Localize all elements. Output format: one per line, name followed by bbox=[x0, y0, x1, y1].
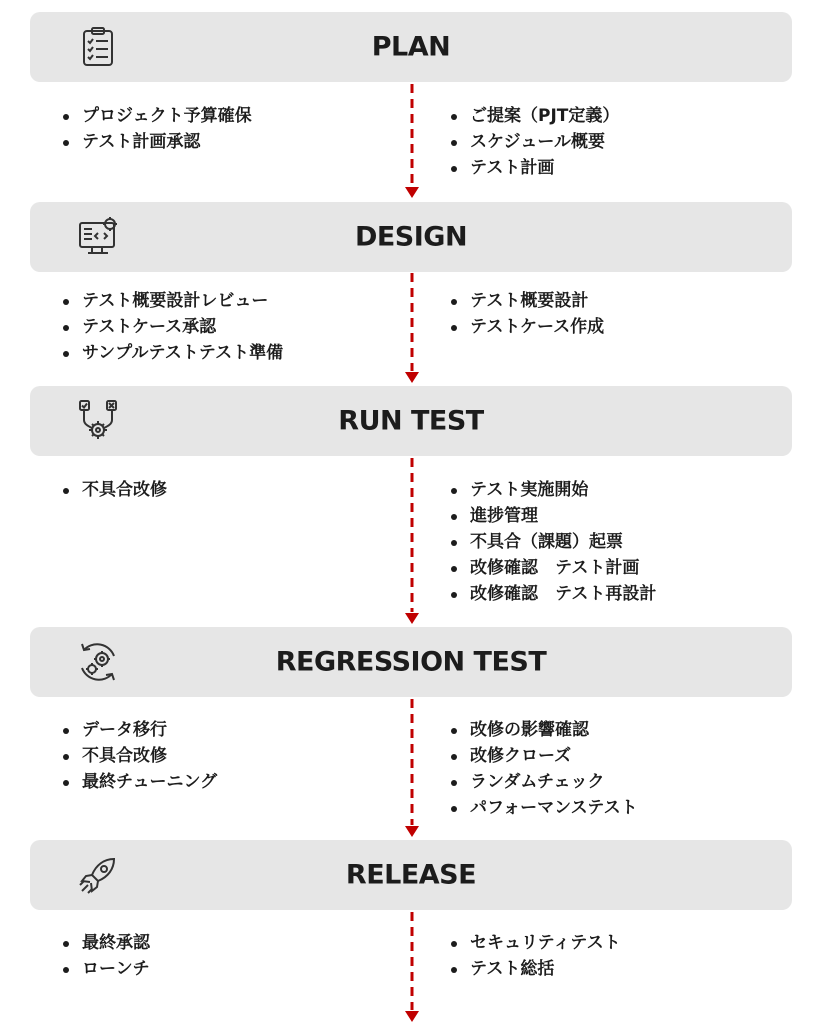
list-item: 不具合改修 bbox=[60, 477, 390, 503]
list-item: テスト計画 bbox=[448, 155, 788, 181]
list-item: テストケース作成 bbox=[448, 314, 788, 340]
design-right-list bbox=[448, 288, 788, 340]
list-item: スケジュール概要 bbox=[448, 129, 788, 155]
connector-arrow-4 bbox=[402, 699, 422, 839]
list-item: 改修確認 テスト再設計 bbox=[448, 581, 788, 607]
phase-title-plan: PLAN bbox=[371, 31, 451, 63]
phase-bar-run-test bbox=[30, 386, 792, 456]
list-item: 不具合（課題）起票 bbox=[448, 529, 788, 555]
list-item: データ移行 bbox=[60, 717, 390, 743]
release-left-list bbox=[60, 930, 390, 982]
list-item: ランダムチェック bbox=[448, 769, 788, 795]
list-item: テスト概要設計レビュー bbox=[60, 288, 390, 314]
list-item: 最終承認 bbox=[60, 930, 390, 956]
plan-left-list bbox=[60, 103, 390, 155]
list-item: 不具合改修 bbox=[60, 743, 390, 769]
connector-arrow-2 bbox=[402, 273, 422, 385]
list-item: プロジェクト予算確保 bbox=[60, 103, 390, 129]
list-item: 最終チューニング bbox=[60, 769, 390, 795]
phase-bar-design bbox=[30, 202, 792, 272]
list-item: ローンチ bbox=[60, 956, 390, 982]
list-item: サンプルテストテスト準備 bbox=[60, 340, 390, 366]
connector-arrow-3 bbox=[402, 458, 422, 626]
list-item: パフォーマンステスト bbox=[448, 795, 788, 821]
run-test-right-list bbox=[448, 477, 788, 607]
list-item: 改修の影響確認 bbox=[448, 717, 788, 743]
list-item: テスト実施開始 bbox=[448, 477, 788, 503]
list-item: テスト総括 bbox=[448, 956, 788, 982]
connector-arrow-1 bbox=[402, 84, 422, 200]
list-item: テスト概要設計 bbox=[448, 288, 788, 314]
phase-title-release: RELEASE bbox=[345, 859, 477, 891]
phase-title-design: DESIGN bbox=[354, 221, 468, 253]
list-item: 改修クローズ bbox=[448, 743, 788, 769]
phase-bar-release bbox=[30, 840, 792, 910]
plan-right-list bbox=[448, 103, 788, 181]
regression-left-list bbox=[60, 717, 390, 795]
phase-bar-plan bbox=[30, 12, 792, 82]
phase-title-run-test: RUN TEST bbox=[338, 405, 484, 437]
regression-right-list bbox=[448, 717, 788, 821]
list-item: テスト計画承認 bbox=[60, 129, 390, 155]
list-item: ご提案（PJT定義） bbox=[448, 103, 788, 129]
phase-bar-regression-test bbox=[30, 627, 792, 697]
connector-arrow-5 bbox=[402, 912, 422, 1024]
list-item: 進捗管理 bbox=[448, 503, 788, 529]
list-item: 改修確認 テスト計画 bbox=[448, 555, 788, 581]
design-left-list bbox=[60, 288, 390, 366]
list-item: テストケース承認 bbox=[60, 314, 390, 340]
run-test-left-list bbox=[60, 477, 390, 503]
phase-title-regression-test: REGRESSION TEST bbox=[275, 646, 547, 678]
list-item: セキュリティテスト bbox=[448, 930, 788, 956]
release-right-list bbox=[448, 930, 788, 982]
